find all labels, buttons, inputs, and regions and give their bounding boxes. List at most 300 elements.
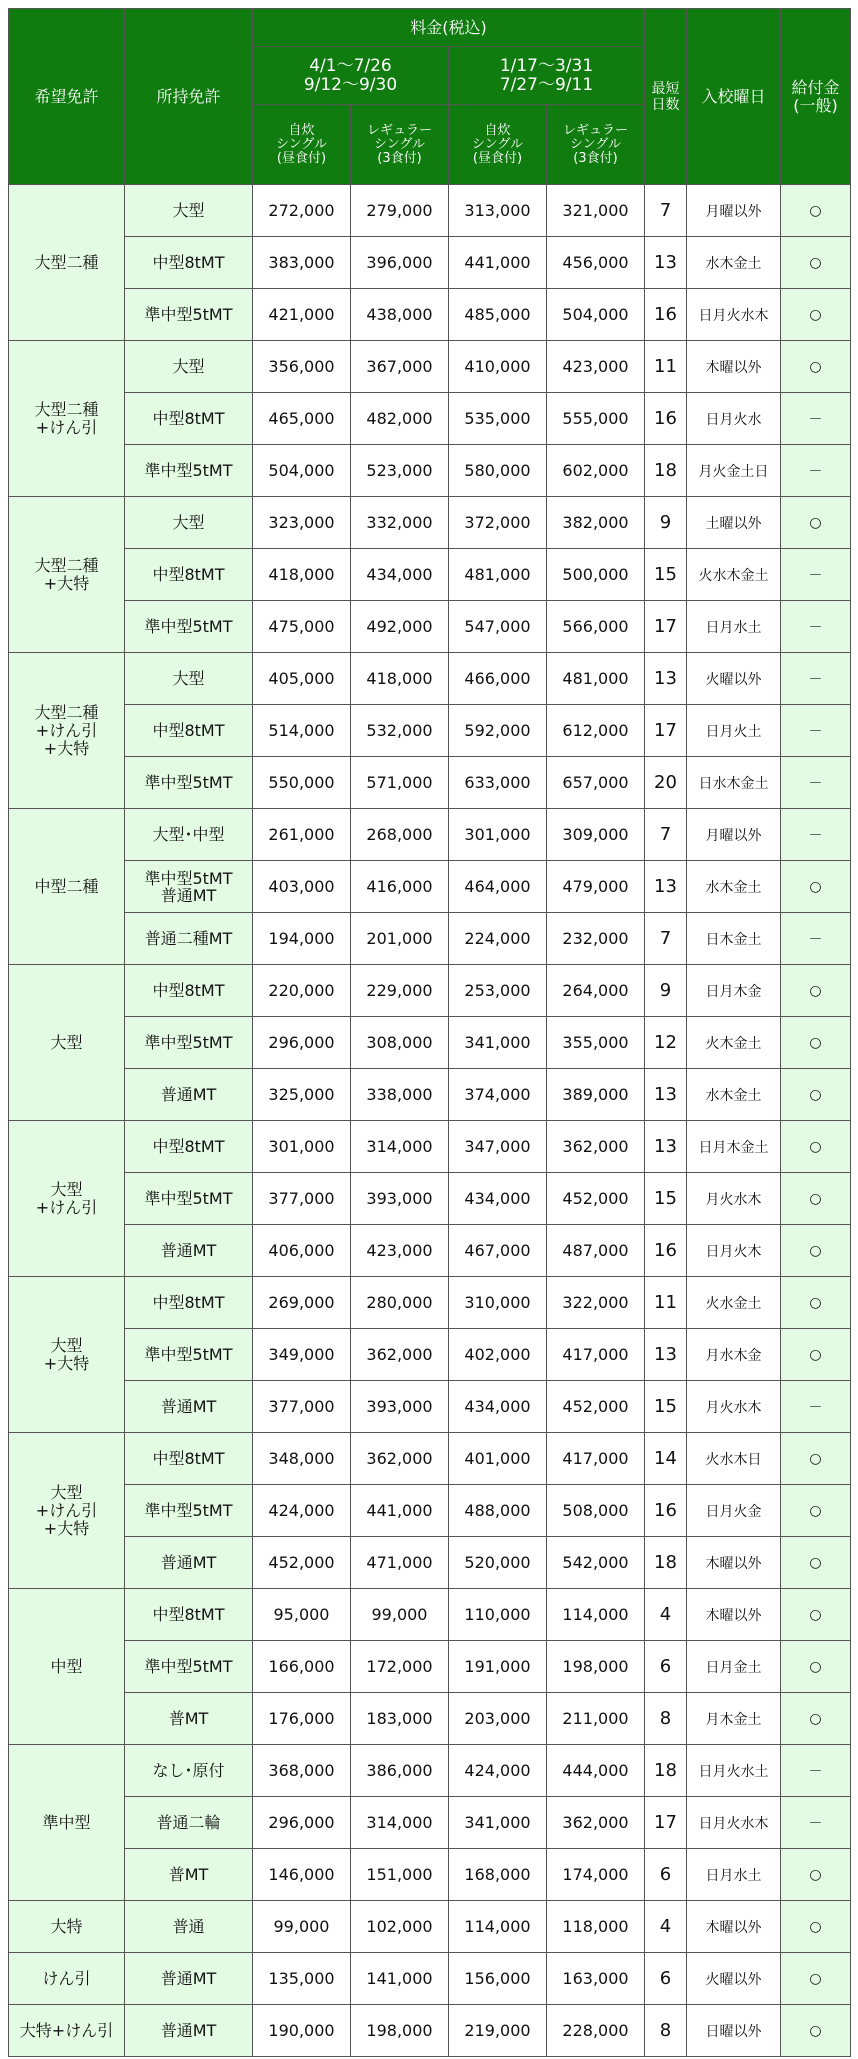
table-row xyxy=(9,705,851,757)
table-row xyxy=(9,1641,851,1693)
price-cell: 566,000 xyxy=(547,601,645,653)
table-row xyxy=(9,1433,851,1485)
subsidy-cell: ○ xyxy=(781,1225,851,1277)
entry-days-cell: 月曜以外 xyxy=(687,809,781,861)
price-cell: 114,000 xyxy=(547,1589,645,1641)
price-cell: 487,000 xyxy=(547,1225,645,1277)
selfcook-line: シングル xyxy=(275,136,328,152)
min-days-cell: 14 xyxy=(645,1433,687,1485)
price-cell: 520,000 xyxy=(449,1537,547,1589)
price-cell: 348,000 xyxy=(253,1433,351,1485)
min-days-cell: 16 xyxy=(645,289,687,341)
price-cell: 423,000 xyxy=(547,341,645,393)
held-license-cell xyxy=(125,1433,253,1485)
entry-days-cell: 木曜以外 xyxy=(687,341,781,393)
min-days-cell: 4 xyxy=(645,1901,687,1953)
held-license-line: 準中型5tMT xyxy=(144,1033,233,1052)
held-license-line: 準中型5tMT xyxy=(144,305,233,324)
desired-license-line: 大型 xyxy=(50,1482,83,1502)
subsidy-cell: ○ xyxy=(781,1641,851,1693)
period2-line: 7/27～9/11 xyxy=(499,74,594,95)
min-days-cell: 17 xyxy=(645,601,687,653)
held-license-line: 普通MT xyxy=(160,2021,217,2040)
held-license-cell xyxy=(125,393,253,445)
subsidy-cell: ○ xyxy=(781,497,851,549)
min-days-cell: 18 xyxy=(645,445,687,497)
table-row xyxy=(9,549,851,601)
price-cell: 272,000 xyxy=(253,185,351,237)
price-cell: 166,000 xyxy=(253,1641,351,1693)
price-cell: 301,000 xyxy=(449,809,547,861)
price-cell: 219,000 xyxy=(449,2005,547,2057)
held-license-cell xyxy=(125,861,253,913)
entry-days-cell: 日月水土 xyxy=(687,1849,781,1901)
held-license-cell xyxy=(125,1745,253,1797)
price-cell: 322,000 xyxy=(547,1277,645,1329)
subsidy-header-line: (一般) xyxy=(793,95,838,115)
table-row xyxy=(9,393,851,445)
price-cell: 314,000 xyxy=(351,1797,449,1849)
selfcook-line: (昼食付) xyxy=(472,150,523,166)
entry-days-cell: 火水木金土 xyxy=(687,549,781,601)
price-cell: 301,000 xyxy=(253,1121,351,1173)
price-cell: 532,000 xyxy=(351,705,449,757)
held-license-cell xyxy=(125,1537,253,1589)
min-days-cell: 8 xyxy=(645,2005,687,2057)
held-license-cell xyxy=(125,1225,253,1277)
period1-header xyxy=(253,47,449,105)
entry-days-cell: 土曜以外 xyxy=(687,497,781,549)
table-row xyxy=(9,497,851,549)
desired-license-cell xyxy=(9,1589,125,1745)
min-days-cell: 13 xyxy=(645,1069,687,1121)
min-days-cell: 11 xyxy=(645,1277,687,1329)
subsidy-cell: ○ xyxy=(781,1485,851,1537)
held-license-cell xyxy=(125,1589,253,1641)
entry-days-cell: 日曜以外 xyxy=(687,2005,781,2057)
entry-days-cell: 火水木日 xyxy=(687,1433,781,1485)
desired-license-line: 大型 xyxy=(50,1179,83,1199)
price-cell: 362,000 xyxy=(547,1797,645,1849)
price-cell: 452,000 xyxy=(547,1381,645,1433)
price-cell: 602,000 xyxy=(547,445,645,497)
table-row xyxy=(9,1745,851,1797)
price-cell: 377,000 xyxy=(253,1173,351,1225)
fee-header: 料金(税込) xyxy=(253,9,645,47)
subsidy-cell: － xyxy=(781,1797,851,1849)
entry-days-cell: 日月木金 xyxy=(687,965,781,1017)
price-cell: 135,000 xyxy=(253,1953,351,2005)
min-days-cell: 7 xyxy=(645,185,687,237)
price-cell: 341,000 xyxy=(449,1017,547,1069)
subsidy-cell: ○ xyxy=(781,1953,851,2005)
desired-license-line: 大型二種 xyxy=(34,252,99,272)
entry-days-cell: 火木金土 xyxy=(687,1017,781,1069)
min-days-cell: 6 xyxy=(645,1953,687,2005)
price-cell: 492,000 xyxy=(351,601,449,653)
table-row xyxy=(9,913,851,965)
desired-license-cell xyxy=(9,497,125,653)
held-license-line: 普MT xyxy=(168,1709,209,1728)
held-license-line: 中型8tMT xyxy=(152,1449,225,1468)
held-license-line: 普通MT xyxy=(160,1553,217,1572)
price-cell: 547,000 xyxy=(449,601,547,653)
price-cell: 95,000 xyxy=(253,1589,351,1641)
held-license-cell xyxy=(125,809,253,861)
table-row xyxy=(9,1537,851,1589)
min-days-cell: 6 xyxy=(645,1849,687,1901)
price-cell: 481,000 xyxy=(449,549,547,601)
desired-license-line: +大特 xyxy=(43,738,90,758)
entry-days-cell: 月火水木 xyxy=(687,1381,781,1433)
price-cell: 403,000 xyxy=(253,861,351,913)
price-cell: 396,000 xyxy=(351,237,449,289)
desired-license-cell xyxy=(9,1433,125,1589)
held-license-cell xyxy=(125,341,253,393)
price-cell: 424,000 xyxy=(253,1485,351,1537)
subsidy-cell: － xyxy=(781,1381,851,1433)
desired-license-line: +大特 xyxy=(43,1353,90,1373)
desired-license-line: 大型 xyxy=(50,1335,83,1355)
held-license-cell xyxy=(125,549,253,601)
subsidy-cell: － xyxy=(781,549,851,601)
price-cell: 488,000 xyxy=(449,1485,547,1537)
price-cell: 374,000 xyxy=(449,1069,547,1121)
price-cell: 194,000 xyxy=(253,913,351,965)
held-license-cell xyxy=(125,289,253,341)
price-cell: 550,000 xyxy=(253,757,351,809)
price-cell: 633,000 xyxy=(449,757,547,809)
desired-license-line: 大特+けん引 xyxy=(19,2020,114,2040)
price-cell: 367,000 xyxy=(351,341,449,393)
regular-header xyxy=(547,105,645,185)
min-days-cell: 9 xyxy=(645,497,687,549)
desired-license-line: +けん引 xyxy=(35,720,98,740)
held-license-line: 中型8tMT xyxy=(152,253,225,272)
price-cell: 151,000 xyxy=(351,1849,449,1901)
price-cell: 325,000 xyxy=(253,1069,351,1121)
desired-license-line: +大特 xyxy=(43,1518,90,1538)
subsidy-cell: ○ xyxy=(781,289,851,341)
entry-days-cell: 月火水木 xyxy=(687,1173,781,1225)
price-cell: 362,000 xyxy=(547,1121,645,1173)
min-days-cell: 16 xyxy=(645,393,687,445)
fee-table xyxy=(8,8,851,2057)
regular-line: シングル xyxy=(569,136,622,152)
price-cell: 471,000 xyxy=(351,1537,449,1589)
subsidy-cell: － xyxy=(781,705,851,757)
table-body xyxy=(9,185,851,2057)
subsidy-cell: ○ xyxy=(781,1849,851,1901)
held-license-line: 中型8tMT xyxy=(152,721,225,740)
price-cell: 456,000 xyxy=(547,237,645,289)
min-days-cell: 15 xyxy=(645,549,687,601)
price-cell: 542,000 xyxy=(547,1537,645,1589)
held-license-line: 準中型5tMT xyxy=(144,868,233,888)
price-cell: 465,000 xyxy=(253,393,351,445)
entry-days-cell: 日月木金土 xyxy=(687,1121,781,1173)
min-days-cell: 13 xyxy=(645,861,687,913)
desired-license-line: 大型二種 xyxy=(34,399,99,419)
min-days-cell: 18 xyxy=(645,1745,687,1797)
price-cell: 362,000 xyxy=(351,1433,449,1485)
min-days-cell: 8 xyxy=(645,1693,687,1745)
price-cell: 402,000 xyxy=(449,1329,547,1381)
desired-license-line: +けん引 xyxy=(35,417,98,437)
price-cell: 141,000 xyxy=(351,1953,449,2005)
entry-days-cell: 木曜以外 xyxy=(687,1901,781,1953)
price-cell: 114,000 xyxy=(449,1901,547,1953)
price-cell: 464,000 xyxy=(449,861,547,913)
min-days-cell: 11 xyxy=(645,341,687,393)
price-cell: 146,000 xyxy=(253,1849,351,1901)
held-license-line: 大型 xyxy=(172,513,205,532)
min-days-header-line: 最短 xyxy=(651,80,680,97)
price-cell: 183,000 xyxy=(351,1693,449,1745)
desired-license-cell xyxy=(9,809,125,965)
held-license-cell xyxy=(125,757,253,809)
entry-days-cell: 日月火水木 xyxy=(687,289,781,341)
entry-days-cell: 日水木金土 xyxy=(687,757,781,809)
period2-header xyxy=(449,47,645,105)
held-license-line: 準中型5tMT xyxy=(144,461,233,480)
price-cell: 514,000 xyxy=(253,705,351,757)
held-license-line: 普通MT xyxy=(160,1969,217,1988)
price-cell: 163,000 xyxy=(547,1953,645,2005)
min-days-cell: 13 xyxy=(645,1121,687,1173)
held-license-cell xyxy=(125,601,253,653)
entry-days-cell: 水木金土 xyxy=(687,861,781,913)
held-license-cell xyxy=(125,1017,253,1069)
price-cell: 406,000 xyxy=(253,1225,351,1277)
desired-license-line: +けん引 xyxy=(35,1500,98,1520)
subsidy-cell: － xyxy=(781,393,851,445)
held-license-line: 中型8tMT xyxy=(152,1605,225,1624)
price-cell: 418,000 xyxy=(351,653,449,705)
entry-days-header: 入校曜日 xyxy=(687,9,781,185)
price-cell: 211,000 xyxy=(547,1693,645,1745)
entry-days-cell: 月木金土 xyxy=(687,1693,781,1745)
held-license-line: 大型 xyxy=(172,357,205,376)
price-cell: 452,000 xyxy=(253,1537,351,1589)
held-license-line: 普通 xyxy=(172,1917,205,1936)
table-row xyxy=(9,1797,851,1849)
held-license-line: 大型･中型 xyxy=(152,825,225,844)
price-cell: 156,000 xyxy=(449,1953,547,2005)
price-cell: 362,000 xyxy=(351,1329,449,1381)
min-days-cell: 15 xyxy=(645,1381,687,1433)
entry-days-cell: 日月火水土 xyxy=(687,1745,781,1797)
held-license-line: 普通MT xyxy=(160,1085,217,1104)
entry-days-cell: 日月火水 xyxy=(687,393,781,445)
held-license-line: 中型8tMT xyxy=(152,409,225,428)
selfcook-header xyxy=(449,105,547,185)
price-cell: 441,000 xyxy=(449,237,547,289)
price-cell: 612,000 xyxy=(547,705,645,757)
held-license-cell xyxy=(125,1069,253,1121)
price-cell: 232,000 xyxy=(547,913,645,965)
held-license-cell xyxy=(125,1329,253,1381)
price-cell: 308,000 xyxy=(351,1017,449,1069)
desired-license-cell xyxy=(9,341,125,497)
price-cell: 279,000 xyxy=(351,185,449,237)
subsidy-cell: ○ xyxy=(781,2005,851,2057)
held-license-cell xyxy=(125,1849,253,1901)
price-cell: 424,000 xyxy=(449,1745,547,1797)
min-days-header-line: 日数 xyxy=(651,96,680,113)
price-cell: 481,000 xyxy=(547,653,645,705)
subsidy-cell: ○ xyxy=(781,1017,851,1069)
table-row xyxy=(9,1953,851,2005)
min-days-cell: 15 xyxy=(645,1173,687,1225)
table-row xyxy=(9,965,851,1017)
price-cell: 523,000 xyxy=(351,445,449,497)
held-license-cell xyxy=(125,1693,253,1745)
price-cell: 203,000 xyxy=(449,1693,547,1745)
entry-days-cell: 月曜以外 xyxy=(687,185,781,237)
held-license-cell xyxy=(125,497,253,549)
held-license-line: なし･原付 xyxy=(152,1761,225,1780)
held-license-line: 大型 xyxy=(172,201,205,220)
min-days-cell: 7 xyxy=(645,913,687,965)
subsidy-cell: － xyxy=(781,653,851,705)
subsidy-cell: ○ xyxy=(781,965,851,1017)
price-cell: 228,000 xyxy=(547,2005,645,2057)
held-license-cell xyxy=(125,913,253,965)
desired-license-cell xyxy=(9,1277,125,1433)
min-days-cell: 9 xyxy=(645,965,687,1017)
held-license-cell xyxy=(125,1797,253,1849)
table-row xyxy=(9,809,851,861)
price-cell: 438,000 xyxy=(351,289,449,341)
price-cell: 423,000 xyxy=(351,1225,449,1277)
table-row xyxy=(9,757,851,809)
price-cell: 592,000 xyxy=(449,705,547,757)
held-license-cell xyxy=(125,1173,253,1225)
held-license-cell xyxy=(125,1485,253,1537)
entry-days-cell: 日月水土 xyxy=(687,601,781,653)
held-license-line: 中型8tMT xyxy=(152,981,225,1000)
price-cell: 434,000 xyxy=(351,549,449,601)
held-license-line: 普通MT xyxy=(160,1397,217,1416)
price-cell: 372,000 xyxy=(449,497,547,549)
regular-line: (3食付) xyxy=(377,150,422,166)
price-cell: 190,000 xyxy=(253,2005,351,2057)
desired-license-line: 中型 xyxy=(50,1656,83,1676)
price-cell: 332,000 xyxy=(351,497,449,549)
price-cell: 347,000 xyxy=(449,1121,547,1173)
price-cell: 102,000 xyxy=(351,1901,449,1953)
price-cell: 338,000 xyxy=(351,1069,449,1121)
table-row xyxy=(9,289,851,341)
table-row xyxy=(9,1069,851,1121)
held-license-header: 所持免許 xyxy=(125,9,253,185)
price-cell: 418,000 xyxy=(253,549,351,601)
held-license-cell xyxy=(125,1901,253,1953)
held-license-line: 準中型5tMT xyxy=(144,617,233,636)
price-cell: 416,000 xyxy=(351,861,449,913)
price-cell: 323,000 xyxy=(253,497,351,549)
price-cell: 405,000 xyxy=(253,653,351,705)
price-cell: 261,000 xyxy=(253,809,351,861)
price-cell: 201,000 xyxy=(351,913,449,965)
subsidy-cell: ○ xyxy=(781,1173,851,1225)
table-row xyxy=(9,1693,851,1745)
held-license-cell xyxy=(125,2005,253,2057)
price-cell: 174,000 xyxy=(547,1849,645,1901)
desired-license-cell xyxy=(9,1953,125,2005)
price-cell: 99,000 xyxy=(351,1589,449,1641)
entry-days-cell: 水木金土 xyxy=(687,1069,781,1121)
entry-days-cell: 日月金土 xyxy=(687,1641,781,1693)
price-cell: 349,000 xyxy=(253,1329,351,1381)
min-days-cell: 17 xyxy=(645,705,687,757)
price-cell: 389,000 xyxy=(547,1069,645,1121)
table-row xyxy=(9,237,851,289)
subsidy-cell: ○ xyxy=(781,1589,851,1641)
price-cell: 401,000 xyxy=(449,1433,547,1485)
price-cell: 482,000 xyxy=(351,393,449,445)
price-cell: 356,000 xyxy=(253,341,351,393)
min-days-cell: 20 xyxy=(645,757,687,809)
price-cell: 393,000 xyxy=(351,1173,449,1225)
price-cell: 393,000 xyxy=(351,1381,449,1433)
desired-license-cell xyxy=(9,965,125,1121)
held-license-cell xyxy=(125,1953,253,2005)
min-days-cell: 13 xyxy=(645,653,687,705)
desired-license-header: 希望免許 xyxy=(9,9,125,185)
price-cell: 555,000 xyxy=(547,393,645,445)
price-cell: 535,000 xyxy=(449,393,547,445)
desired-license-line: 準中型 xyxy=(42,1812,91,1832)
min-days-cell: 17 xyxy=(645,1797,687,1849)
period1-line: 9/12～9/30 xyxy=(303,74,398,95)
table-row xyxy=(9,601,851,653)
price-cell: 110,000 xyxy=(449,1589,547,1641)
held-license-line: 準中型5tMT xyxy=(144,1501,233,1520)
regular-line: レギュラー xyxy=(366,122,432,138)
desired-license-line: 大型二種 xyxy=(34,702,99,722)
table-row xyxy=(9,861,851,913)
subsidy-cell: － xyxy=(781,913,851,965)
subsidy-cell: ○ xyxy=(781,1277,851,1329)
subsidy-cell: － xyxy=(781,1745,851,1797)
price-cell: 434,000 xyxy=(449,1381,547,1433)
desired-license-cell xyxy=(9,1745,125,1901)
entry-days-cell: 火曜以外 xyxy=(687,653,781,705)
price-cell: 341,000 xyxy=(449,1797,547,1849)
price-cell: 417,000 xyxy=(547,1433,645,1485)
desired-license-cell xyxy=(9,185,125,341)
desired-license-line: 大特 xyxy=(50,1916,83,1936)
subsidy-cell: ○ xyxy=(781,341,851,393)
price-cell: 269,000 xyxy=(253,1277,351,1329)
price-cell: 485,000 xyxy=(449,289,547,341)
entry-days-cell: 日月火木 xyxy=(687,1225,781,1277)
price-cell: 264,000 xyxy=(547,965,645,1017)
desired-license-line: けん引 xyxy=(42,1968,91,1988)
price-cell: 253,000 xyxy=(449,965,547,1017)
held-license-cell xyxy=(125,237,253,289)
entry-days-cell: 日月火水木 xyxy=(687,1797,781,1849)
price-cell: 296,000 xyxy=(253,1797,351,1849)
held-license-cell xyxy=(125,445,253,497)
price-cell: 500,000 xyxy=(547,549,645,601)
price-cell: 386,000 xyxy=(351,1745,449,1797)
price-cell: 220,000 xyxy=(253,965,351,1017)
table-row xyxy=(9,2005,851,2057)
price-cell: 191,000 xyxy=(449,1641,547,1693)
